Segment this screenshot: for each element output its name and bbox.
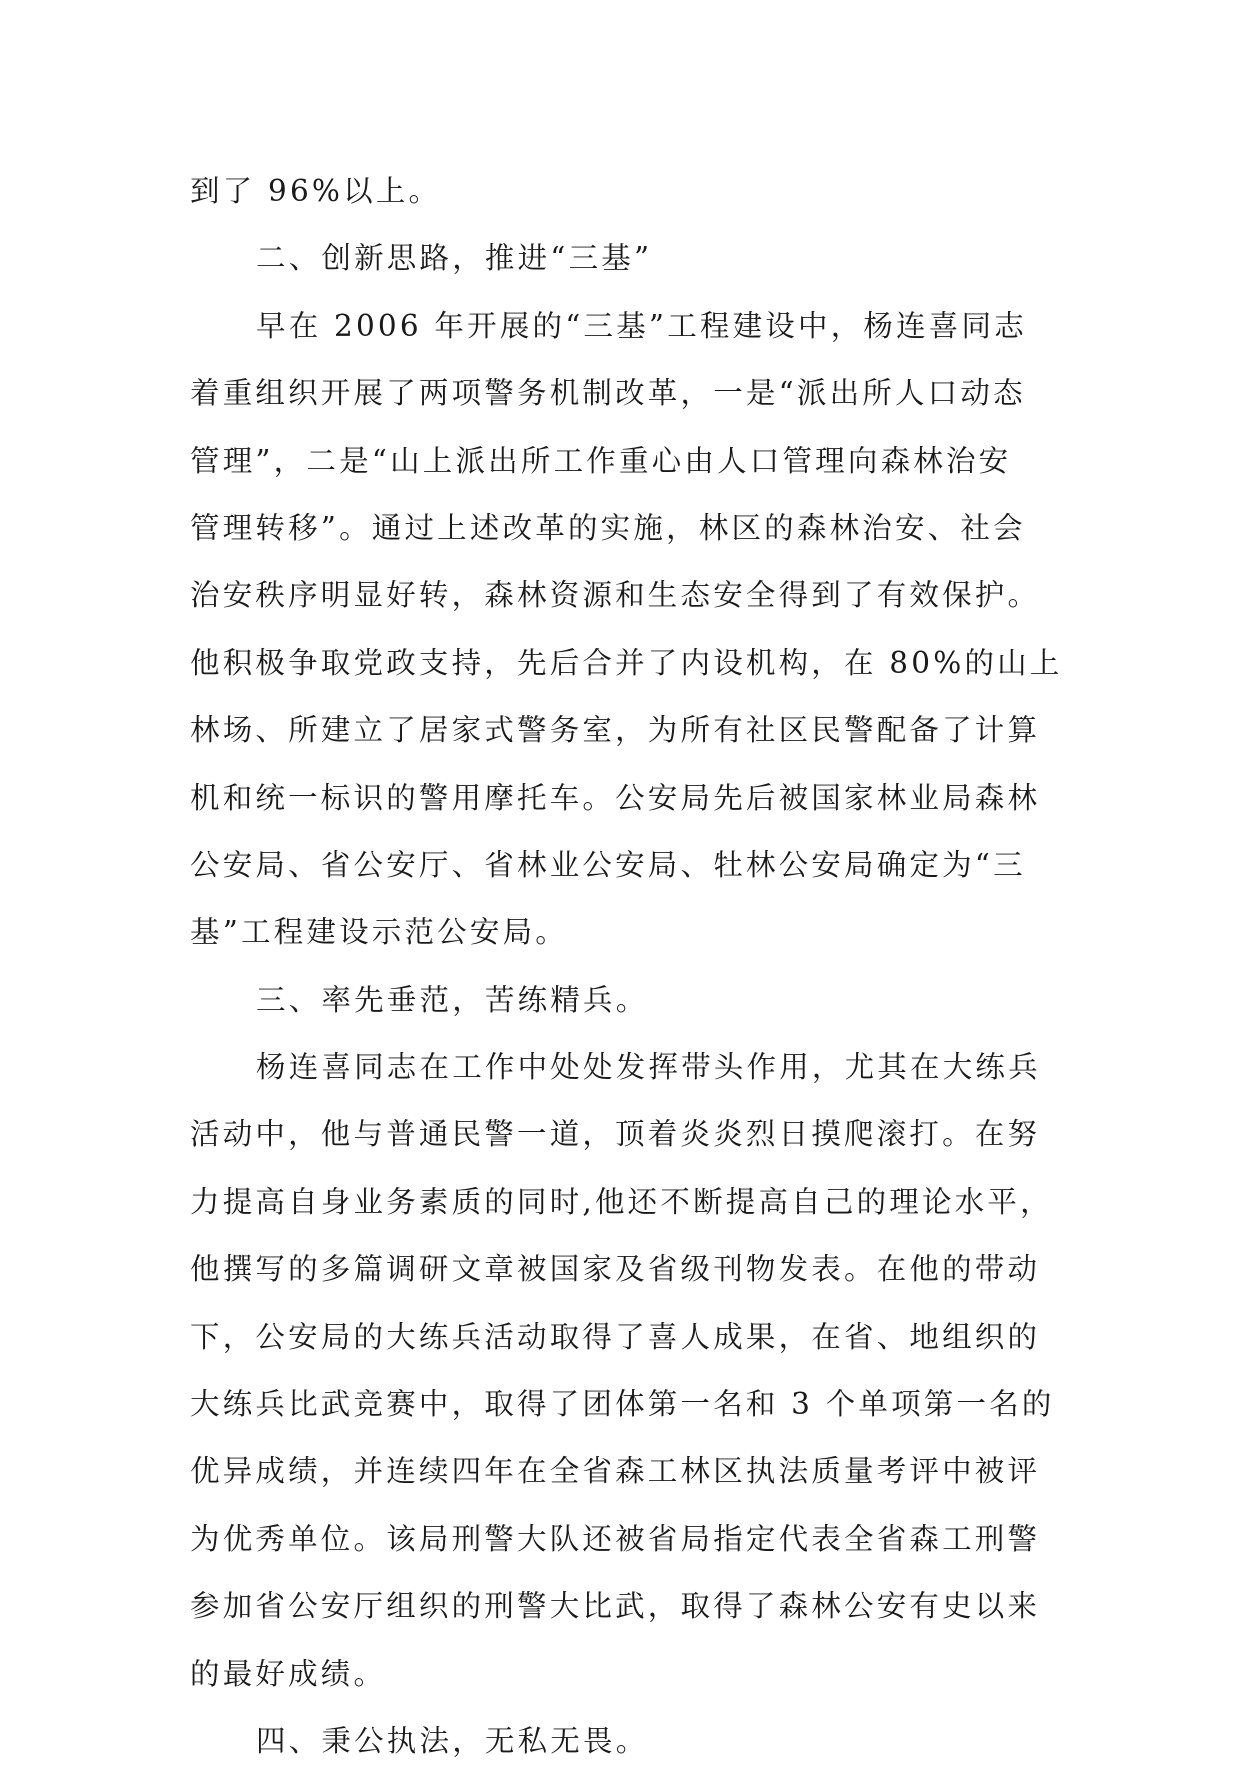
text-line: 公安局、省公安厅、省林业公安局、牡林公安局确定为“三 xyxy=(190,847,1026,882)
text-line: 机和统一标识的警用摩托车。公安局先后被国家林业局森林 xyxy=(190,780,1041,815)
paragraph-first-line: 杨连喜同志在工作中处处发挥带头作用，尤其在大练兵 xyxy=(256,1050,1041,1085)
text-line: 参加省公安厅组织的刑警大比武，取得了森林公安有史以来 xyxy=(190,1589,1041,1624)
document-body xyxy=(190,158,1070,1775)
section-heading-4: 四、秉公执法，无私无畏。 xyxy=(256,1723,649,1758)
text-line: 为优秀单位。该局刑警大队还被省局指定代表全省森工刑警 xyxy=(190,1521,1041,1556)
text-line: 到了 96%以上。 xyxy=(190,174,442,208)
text-line: 着重组织开展了两项警务机制改革，一是“派出所人口动态 xyxy=(190,376,1026,411)
text-line: 林场、所建立了居家式警务室，为所有社区民警配备了计算 xyxy=(190,713,1041,748)
text-line: 活动中，他与普通民警一道，顶着炎炎烈日摸爬滚打。在努 xyxy=(190,1117,1041,1152)
text-line: 他撰写的多篇调研文章被国家及省级刊物发表。在他的带动 xyxy=(190,1252,1041,1287)
text-line: 管理转移”。通过上述改革的实施，林区的森林治安、社会 xyxy=(190,510,1026,545)
text-line: 他积极争取党政支持，先后合并了内设机构，在 80%的山上 xyxy=(190,645,1063,680)
section-heading-3: 三、率先垂范，苦练精兵。 xyxy=(256,982,649,1017)
text-line: 大练兵比武竞赛中，取得了团体第一名和 3 个单项第一名的 xyxy=(190,1387,1055,1422)
section-heading-2: 二、创新思路，推进“三基” xyxy=(256,241,653,276)
text-line: 优异成绩，并连续四年在全省森工林区执法质量考评中被评 xyxy=(190,1454,1041,1489)
text-line: 基”工程建设示范公安局。 xyxy=(190,915,568,950)
text-line: 力提高自身业务素质的同时,他还不断提高自己的理论水平， xyxy=(190,1184,1053,1219)
text-line: 治安秩序明显好转，森林资源和生态安全得到了有效保护。 xyxy=(190,578,1041,613)
paragraph-first-line: 早在 2006 年开展的“三基”工程建设中，杨连喜同志 xyxy=(256,308,1027,343)
text-line: 下，公安局的大练兵活动取得了喜人成果，在省、地组织的 xyxy=(190,1319,1041,1354)
text-line: 的最好成绩。 xyxy=(190,1656,387,1691)
text-line: 管理”，二是“山上派出所工作重心由人口管理向森林治安 xyxy=(190,443,1012,478)
